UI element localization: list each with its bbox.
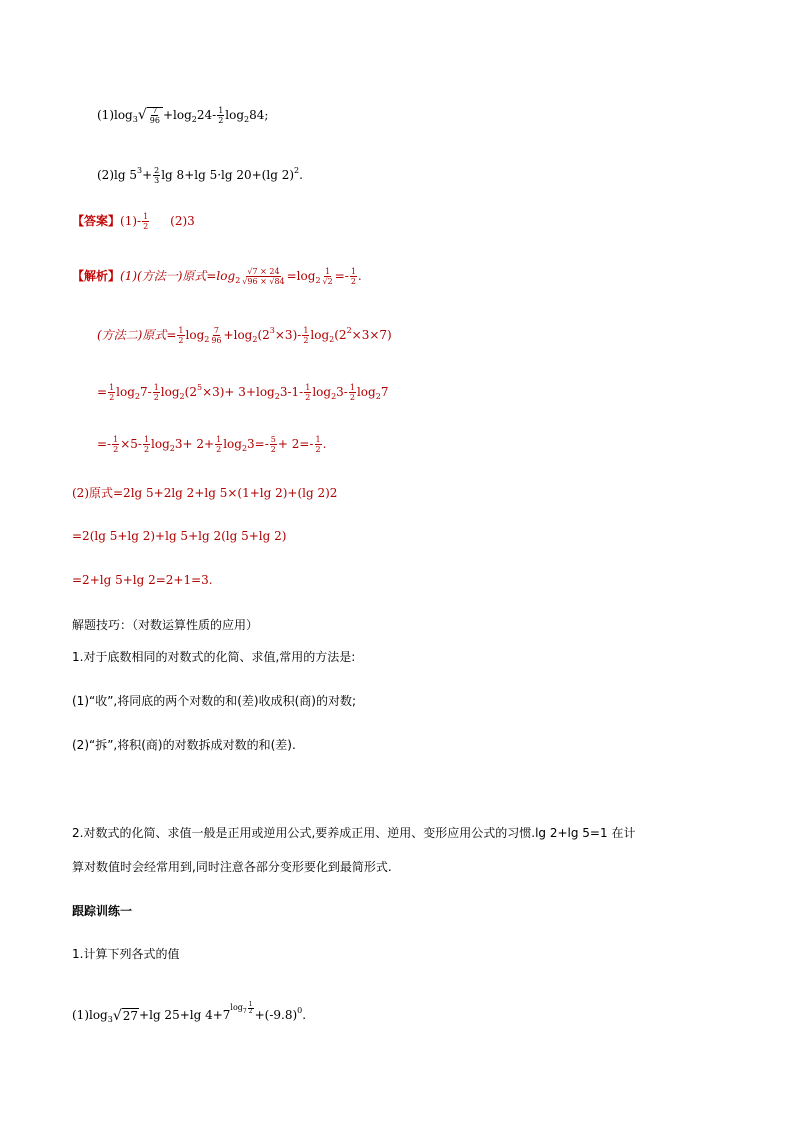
fraction <box>302 326 309 345</box>
fraction <box>215 435 222 454</box>
text: (1)log <box>72 1008 108 1022</box>
text: log <box>160 385 180 399</box>
denominator: 2 <box>218 116 224 125</box>
question-2 <box>97 163 303 185</box>
denominator: 2 <box>143 445 150 454</box>
subscript: 2 <box>169 444 175 453</box>
answer-part1: (1)- <box>120 214 142 228</box>
text: = <box>97 385 108 399</box>
text: +log <box>162 108 192 122</box>
practice-title: 跟踪训练一 <box>72 904 133 918</box>
analysis-line-6: =2(lg 5+lg 2)+lg 5+lg 2(lg 5+lg 2) <box>72 529 287 543</box>
fraction <box>248 1002 254 1015</box>
text: log <box>116 385 135 399</box>
text: ×5- <box>120 437 142 451</box>
subscript: 2 <box>329 335 335 344</box>
text: . <box>357 269 362 283</box>
subscript: 2 <box>241 444 248 453</box>
numerator: 1 <box>303 326 309 335</box>
tips-paragraph-1: 1.对于底数相同的对数式的化简、求值,常用的方法是: <box>72 650 356 664</box>
text: 3=- <box>247 437 269 451</box>
subscript: 2 <box>331 392 337 401</box>
denominator: 96 <box>211 336 222 345</box>
text: 3- <box>336 385 348 399</box>
answer-part2: (2)3 <box>170 214 195 228</box>
text: + 2=- <box>277 437 314 451</box>
numerator: 1 <box>349 383 355 392</box>
denominator: √2 <box>322 277 333 286</box>
text: =- <box>334 269 349 283</box>
text: (1)log <box>97 108 133 122</box>
numerator: 2 <box>154 166 160 175</box>
text: (1)(方法一)原式=log <box>120 269 236 283</box>
superscript: 2 <box>294 166 300 175</box>
text: log <box>223 437 242 451</box>
numerator: 1 <box>315 435 321 444</box>
text: lg 8+lg 5·lg 20+(lg 2) <box>161 168 295 182</box>
superscript: 3 <box>269 326 275 335</box>
text: ×3)- <box>274 328 302 342</box>
text: ×3×7) <box>351 328 392 342</box>
subscript: 2 <box>191 115 197 124</box>
fraction <box>322 267 334 286</box>
text: + <box>142 168 153 182</box>
fraction <box>270 435 277 454</box>
fraction <box>143 435 150 454</box>
question-1 <box>97 106 268 128</box>
text: (2)lg 5 <box>97 168 137 182</box>
tips-title: 解题技巧：（对数运算性质的应用） <box>72 618 259 632</box>
analysis-line-7: =2+lg 5+lg 2=2+1=3. <box>72 573 213 587</box>
text: 24- <box>196 108 217 122</box>
text: ×3)+ 3+log <box>202 385 275 399</box>
numerator: 1 <box>216 435 222 444</box>
text: . <box>299 168 303 182</box>
exponent <box>230 1000 254 1015</box>
fraction <box>315 435 322 454</box>
analysis-line-5: (2)原式=2lg 5+2lg 2+lg 5×(1+lg 2)+(lg 2)2 <box>72 486 338 500</box>
subscript: 2 <box>204 335 210 344</box>
text: 84; <box>249 108 269 122</box>
numerator: 1 <box>143 435 150 444</box>
denominator: √96 × √84 <box>242 277 285 286</box>
numerator: √7 × 24 <box>247 267 280 276</box>
text: 7- <box>140 385 152 399</box>
fraction <box>177 326 184 345</box>
text: =log <box>286 269 316 283</box>
text: . <box>302 1008 307 1022</box>
numerator: 1 <box>248 1000 253 1008</box>
sqrt: √27 <box>112 1007 139 1024</box>
text: 7 <box>380 385 389 399</box>
fraction <box>304 383 311 402</box>
numerator: 1 <box>325 267 331 276</box>
tips-paragraph-2a: 2.对数式的化简、求值一般是正用或逆用公式,要养成正用、逆用、变形应用公式的习惯.lg 2+lg 5=1 在计 <box>72 826 636 840</box>
text: log <box>225 108 245 122</box>
tips-paragraph-1a: (1)“收”,将同底的两个对数的和(差)收成积(商)的对数; <box>72 694 357 708</box>
text: log <box>356 385 376 399</box>
numerator: 1 <box>178 326 184 335</box>
text: +(-9.8) <box>254 1008 298 1022</box>
superscript: 5 <box>196 383 203 392</box>
fraction <box>210 326 222 345</box>
denominator: 2 <box>303 336 309 345</box>
numerator: 1 <box>350 267 356 276</box>
text: 3-1- <box>279 385 304 399</box>
subscript: 3 <box>107 1015 113 1024</box>
numerator: 5 <box>270 435 276 444</box>
text: +lg 25+lg 4+7 <box>139 1008 231 1022</box>
text: . <box>322 437 327 451</box>
denominator: 2 <box>315 445 321 454</box>
denominator: 2 <box>270 445 276 454</box>
denominator: 2 <box>305 393 311 402</box>
superscript: 3 <box>136 166 143 175</box>
text: log <box>310 328 330 342</box>
tips-paragraph-2b: 算对数值时会经常用到,同时注意各部分变形要化到最简形式. <box>72 860 392 874</box>
tips-paragraph-1b: (2)“拆”,将积(商)的对数拆成对数的和(差). <box>72 738 296 752</box>
analysis-line-2 <box>97 323 392 348</box>
practice-question: 1.计算下列各式的值 <box>72 947 180 961</box>
subscript: 2 <box>235 276 241 285</box>
numerator: 7 <box>152 106 158 115</box>
subscript: 7 <box>242 1008 247 1015</box>
denominator: 96 <box>149 116 160 125</box>
numerator: 1 <box>143 212 149 221</box>
subscript: 2 <box>244 115 250 124</box>
numerator: 1 <box>305 383 311 392</box>
subscript: 3 <box>132 115 138 124</box>
subscript: 2 <box>134 392 140 401</box>
fraction <box>241 267 285 286</box>
denominator: 2 <box>349 393 355 402</box>
denominator: 2 <box>113 445 119 454</box>
answer-line <box>72 212 195 231</box>
text: log <box>230 1003 243 1012</box>
text: (2 <box>257 328 270 342</box>
numerator: 7 <box>213 326 219 335</box>
answer-tag: 【答案】 <box>72 214 121 228</box>
fraction <box>153 383 160 402</box>
analysis-tag: 【解析】 <box>72 269 121 283</box>
analysis-line-3 <box>97 380 388 405</box>
fraction <box>112 435 119 454</box>
text: +log <box>223 328 253 342</box>
denominator: 2 <box>153 393 159 402</box>
numerator: 1 <box>218 106 224 115</box>
analysis-line-1 <box>72 267 362 289</box>
text: (方法二)原式= <box>97 328 177 342</box>
denominator: 2 <box>109 393 115 402</box>
denominator: 2 <box>178 336 184 345</box>
text: =- <box>97 437 112 451</box>
analysis-line-4 <box>97 435 326 457</box>
fraction <box>349 383 356 402</box>
subscript: 2 <box>315 276 321 285</box>
text: log <box>312 385 332 399</box>
text: 3+ 2+ <box>174 437 215 451</box>
fraction <box>153 166 160 185</box>
denominator: 2 <box>248 1007 253 1015</box>
superscript: 0 <box>297 1006 303 1015</box>
text: (2 <box>184 385 197 399</box>
denominator: 2 <box>350 277 356 286</box>
numerator: 1 <box>109 383 115 392</box>
fraction <box>108 383 115 402</box>
subscript: 2 <box>274 392 280 401</box>
subscript: 2 <box>179 392 185 401</box>
superscript: 2 <box>346 326 352 335</box>
fraction <box>142 212 149 231</box>
numerator: 1 <box>153 383 159 392</box>
text: log <box>151 437 170 451</box>
sqrt: √ $\frac{7}{96}$ <box>138 106 163 125</box>
subscript: 2 <box>252 335 258 344</box>
text: log <box>185 328 205 342</box>
numerator: 1 <box>113 435 119 444</box>
fraction <box>217 106 224 125</box>
radicand: 27 <box>122 1008 139 1023</box>
denominator: 2 <box>216 445 222 454</box>
fraction <box>350 267 357 286</box>
denominator: 2 <box>143 222 149 231</box>
denominator: 3 <box>154 176 160 185</box>
subscript: 2 <box>375 392 381 401</box>
text: (2 <box>334 328 347 342</box>
practice-expression <box>72 1000 306 1028</box>
